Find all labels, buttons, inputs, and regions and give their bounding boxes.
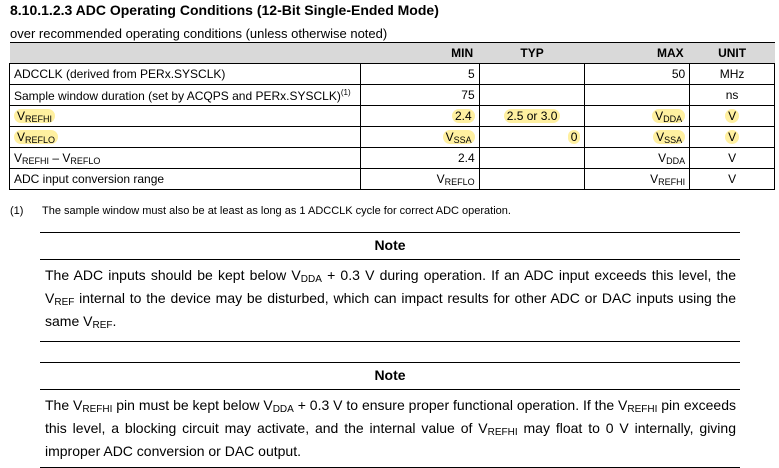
cell-max: $V_{REFHI}$ bbox=[585, 169, 690, 190]
footnote bbox=[10, 205, 511, 217]
param-text: Sample window duration (set by ACQPS and PERx.SYSCLK) bbox=[14, 88, 341, 103]
cell-typ bbox=[479, 85, 585, 106]
footnote-ref: (1) bbox=[340, 87, 351, 97]
note-body: The ADC inputs should be kept below $V_{DDA} + 0.3$ V during operation. If an ADC input exceeds this level, the $V_{REF}$ internal to the device may be disturbed, which can impact results for other ADC or DAC inputs using the same $V_{REF}$. bbox=[45, 267, 736, 331]
highlight: V bbox=[725, 109, 739, 123]
cell-typ bbox=[479, 127, 585, 148]
cell-max: $V_{DDA}$ bbox=[585, 148, 690, 169]
adc-conditions-table bbox=[9, 42, 775, 190]
cell-max bbox=[585, 85, 690, 106]
highlight: $V_{SSA}$ bbox=[443, 130, 475, 144]
cell-min: 5 bbox=[360, 64, 479, 85]
cell-param: ADCCLK (derived from PERx.SYSCLK) bbox=[10, 64, 361, 85]
cell-max bbox=[585, 106, 690, 127]
table-row-adcclk bbox=[10, 64, 775, 85]
cell-unit bbox=[690, 127, 775, 148]
cell-typ bbox=[479, 148, 585, 169]
header-max: MAX bbox=[585, 43, 690, 64]
note-body: The $V_{REFHI}$ pin must be kept below $V_{DDA} + 0.3$ V to ensure proper functional operation. If the $V_{REFHI}$ pin exceeds this level, a blocking circuit may activate, and the internal value of $V_{REFHI}$ may float to 0 V internally, giving improper ADC conversion or DAC output. bbox=[45, 397, 736, 459]
section-subtitle: over recommended operating conditions (unless otherwise noted) bbox=[10, 26, 388, 41]
cell-min bbox=[360, 127, 479, 148]
cell-typ bbox=[479, 106, 585, 127]
cell-min: $V_{REFLO}$ bbox=[360, 169, 479, 190]
note-title: Note bbox=[374, 237, 406, 253]
cell-param bbox=[10, 85, 361, 106]
cell-param bbox=[10, 106, 361, 127]
table-row-vreflo bbox=[10, 127, 775, 148]
highlight: 2.4 bbox=[452, 109, 475, 123]
footnote-text: The sample window must also be at least as long as 1 ADCCLK cycle for correct ADC operation. bbox=[42, 205, 511, 217]
cell-typ bbox=[479, 169, 585, 190]
header-min: MIN bbox=[360, 43, 479, 64]
header-typ: TYP bbox=[479, 43, 585, 64]
cell-typ bbox=[479, 64, 585, 85]
highlight: 0 bbox=[568, 130, 581, 144]
cell-min: 75 bbox=[360, 85, 479, 106]
cell-unit: V bbox=[690, 169, 775, 190]
cell-min: 2.4 bbox=[360, 148, 479, 169]
header-param bbox=[10, 43, 361, 64]
note-box-adc-inputs bbox=[40, 232, 740, 342]
highlight: V bbox=[725, 130, 739, 144]
highlight: $V_{DDA}$ bbox=[652, 109, 685, 123]
table-header-row bbox=[10, 43, 775, 64]
footnote-number: (1) bbox=[10, 205, 24, 217]
cell-max bbox=[585, 127, 690, 148]
cell-unit: ns bbox=[690, 85, 775, 106]
cell-unit bbox=[690, 106, 775, 127]
cell-param: $V_{REFHI} - V_{REFLO}$ bbox=[10, 148, 361, 169]
table-row-vrefhi bbox=[10, 106, 775, 127]
table-row-conversion-range bbox=[10, 169, 775, 190]
cell-unit: MHz bbox=[690, 64, 775, 85]
highlight: $V_{SSA}$ bbox=[653, 130, 685, 144]
highlight: $V_{REFLO}$ bbox=[14, 130, 58, 144]
cell-param bbox=[10, 127, 361, 148]
section-title: 8.10.1.2.3 ADC Operating Conditions (12-Bit Single-Ended Mode) bbox=[10, 2, 439, 18]
cell-param: ADC input conversion range bbox=[10, 169, 361, 190]
highlight: $V_{REFHI}$ bbox=[14, 109, 55, 123]
table-row-sample-window bbox=[10, 85, 775, 106]
table-row-vref-diff bbox=[10, 148, 775, 169]
cell-unit: V bbox=[690, 148, 775, 169]
cell-max: 50 bbox=[585, 64, 690, 85]
header-unit: UNIT bbox=[690, 43, 775, 64]
note-title: Note bbox=[374, 367, 406, 383]
cell-min bbox=[360, 106, 479, 127]
highlight: 2.5 or 3.0 bbox=[504, 109, 561, 123]
note-box-vrefhi-pin bbox=[40, 362, 740, 468]
